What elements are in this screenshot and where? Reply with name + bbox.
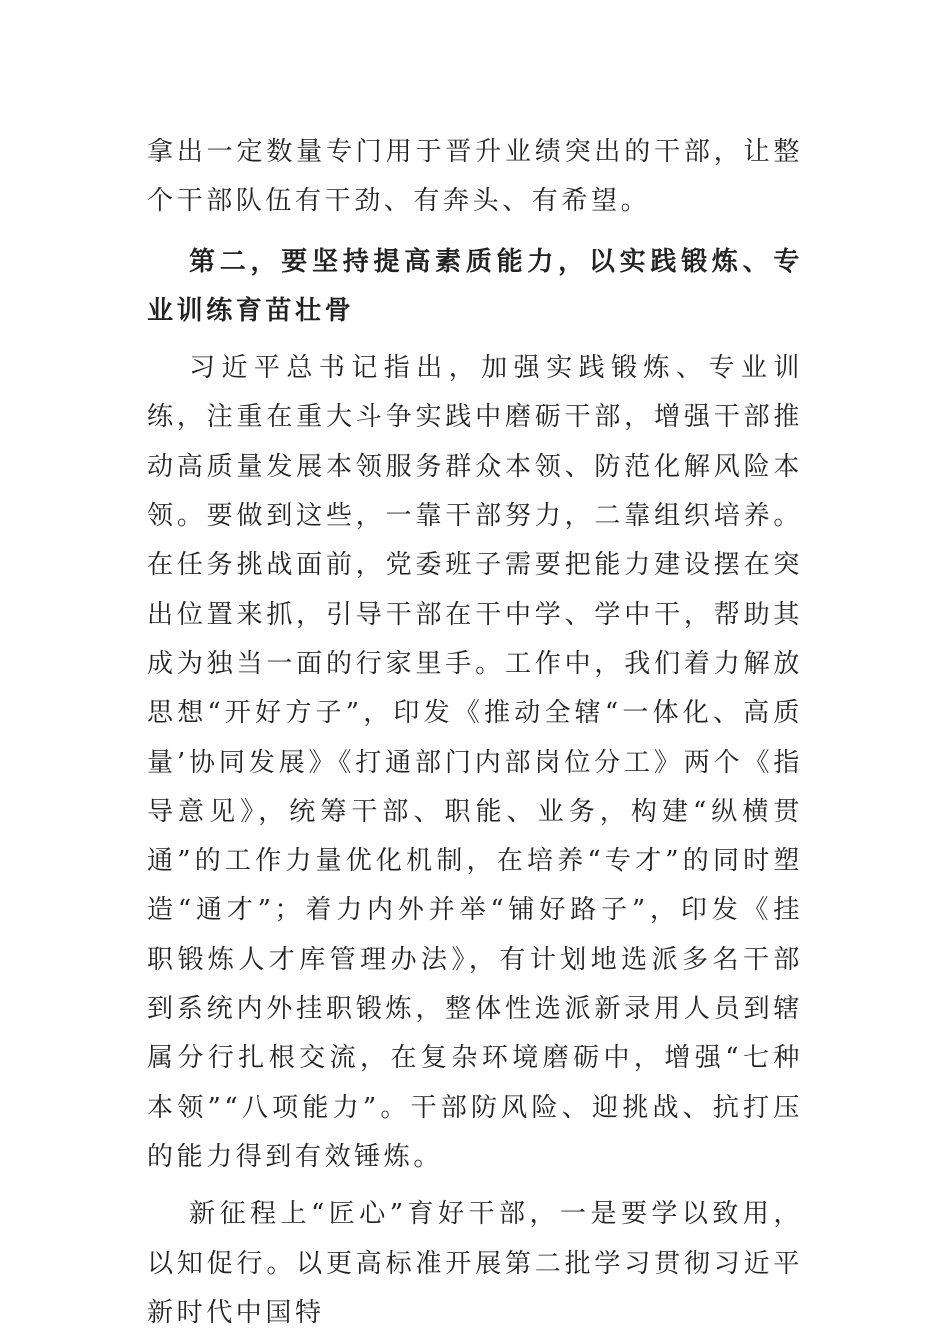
- document-page: [147, 128, 803, 1338]
- paragraph-body: 习近平总书记指出，加强实践锻炼、专业训练，注重在重大斗争实践中磨砺干部，增强干部推动高质量发展本领服务群众本领、防范化解风险本领。要做到这些，一靠干部努力，二靠组织培养。在任务挑战面前，党委班子需要把能力建设摆在突出位置来抓，引导干部在干中学、学中干，帮助其成为独当一面的行家里手。工作中，我们着力解放思想“开好方子”，印发《推动全辖“一体化、高质量’协同发展》《打通部门内部岗位分工》两个《指导意见》，统筹干部、职能、业务，构建“纵横贯通”的工作力量优化机制，在培养“专才”的同时塑造“通才”；着力内外并举“铺好路子”，印发《挂职锻炼人才库管理办法》，有计划地选派多名干部到系统内外挂职锻炼，整体性选派新录用人员到辖属分行扎根交流，在复杂环境磨砺中，增强“七种本领”“八项能力”。干部防风险、迎挑战、抗打压的能力得到有效锤炼。: [147, 353, 803, 1172]
- section-heading: 第二，要坚持提高素质能力，以实践锻炼、专业训练育苗壮骨: [147, 246, 803, 326]
- paragraph-body: 新征程上“匠心”育好干部，一是要学以致用，以知促行。以更高标准开展第二批学习贯彻习近平新时代中国特: [147, 1199, 803, 1328]
- paragraph-continuation: 拿出一定数量专门用于晋升业绩突出的干部，让整个干部队伍有干劲、有奔头、有希望。: [147, 137, 803, 217]
